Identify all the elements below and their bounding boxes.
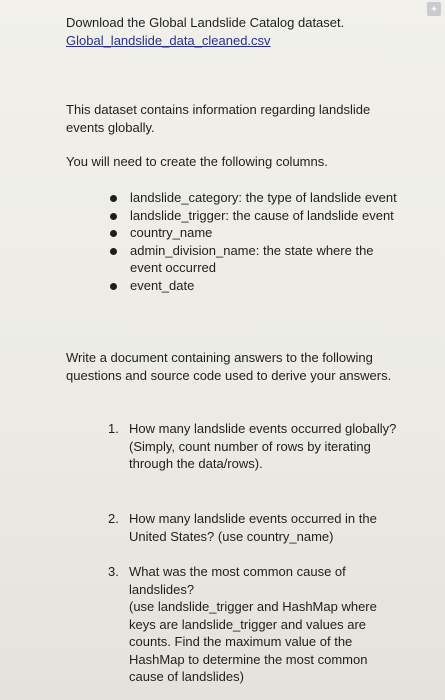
bullet-icon	[110, 213, 117, 220]
question-text: What was the most common cause of landslides?	[129, 564, 346, 597]
bullet-icon	[110, 283, 117, 290]
question-hint: (Simply, count number of rows by iterating through the data/rows).	[129, 438, 371, 471]
column-country-name: country_name	[130, 225, 213, 240]
download-heading: Download the Global Landslide Catalog dataset.	[66, 15, 345, 30]
column-admin-division-name: admin_division_name: the state where the event occurred	[130, 242, 374, 275]
download-section	[66, 14, 406, 49]
question-3	[108, 563, 398, 686]
corner-badge-icon: ✦	[427, 2, 441, 16]
list-item	[107, 277, 397, 295]
intro-paragraph: This dataset contains information regarding landslide events globally.	[66, 102, 371, 135]
task-paragraph: Write a document containing answers to the following questions and source code used to derive your answers.	[66, 350, 392, 383]
question-number: 2.	[108, 511, 119, 526]
list-item	[107, 207, 397, 225]
question-text: How many landslide events occurred globally?	[129, 421, 397, 436]
list-item	[107, 189, 397, 207]
question-2	[108, 510, 398, 545]
column-landslide-category: landslide_category: the type of landslide event	[130, 190, 397, 205]
question-hint: (use landslide_trigger and HashMap where keys are landslide_trigger and values are counts. Find the maximum value of the HashMap to determine the most common cause of landslides)	[129, 599, 377, 684]
question-1	[108, 420, 398, 473]
column-landslide-trigger: landslide_trigger: the cause of landslide event	[130, 207, 394, 223]
list-item	[107, 242, 397, 277]
question-text: How many landslide events occurred in the United States? (use country_name)	[129, 511, 377, 544]
column-event-date: event_date	[130, 277, 195, 293]
columns-instruction: You will need to create the following columns.	[66, 154, 328, 169]
bullet-icon	[110, 230, 117, 237]
dataset-file-link[interactable]: Global_landslide_data_cleaned.csv	[66, 32, 271, 48]
bullet-icon	[110, 195, 117, 202]
question-number: 3.	[108, 564, 119, 579]
columns-list	[107, 189, 397, 294]
question-number: 1.	[108, 421, 119, 436]
bullet-icon	[110, 248, 117, 255]
list-item	[107, 224, 397, 242]
